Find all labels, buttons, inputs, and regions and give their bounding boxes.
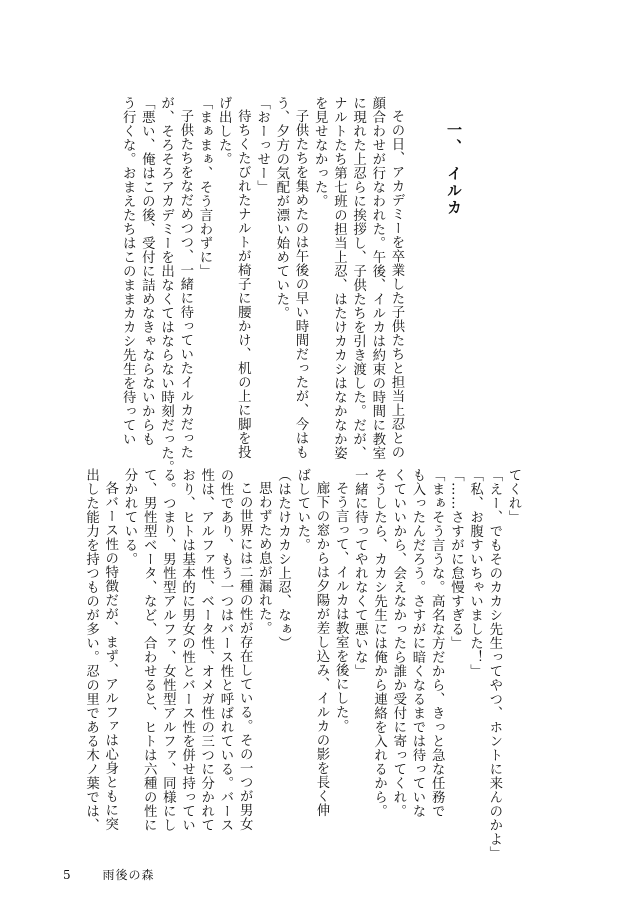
- text-line: げ出した。: [216, 96, 232, 166]
- text-line: 「悪い、俺はこの後、受付に詰めなきゃならないからも: [139, 96, 155, 446]
- text-line: 「えー、でもそのカカシ先生ってやつ、ホントに来んのかよ」: [486, 468, 502, 860]
- text-line: を見せなかった。: [312, 96, 328, 208]
- text-line: 廊下の窓からは夕陽が差し込み、イルカの影を長く伸: [313, 481, 329, 818]
- text-line: 一緒に待ってやれなくて悪いな」: [352, 468, 368, 678]
- text-line: 「まぁそう言うな。高名な方だから、きっと急な任務で: [429, 468, 445, 818]
- text-line: 子供たちをなだめつつ、一緒に待っていたイルカだった: [177, 109, 193, 460]
- book-title: 雨後の森: [102, 868, 155, 882]
- text-line: てくれ」: [506, 468, 521, 524]
- text-line: る。つまり、男性型アルファ、女性型アルファ、同様にし: [160, 468, 176, 832]
- text-line: （はたけカカシ上忍、なぁ）: [275, 468, 291, 650]
- text-line: おり、ヒトは基本的に男女の性とバース性を併せ持ってい: [179, 468, 195, 832]
- text-line: 思わずため息が漏れた。: [256, 481, 272, 636]
- text-line: が、そろそろアカデミーを出なくてはならない時刻だった。: [158, 96, 174, 474]
- text-line: その日、アカデミーを卒業した子供たちと担当上忍との: [389, 109, 404, 460]
- text-line: 子供たちを集めたのは午後の早い時間だったが、今はも: [292, 109, 308, 460]
- text-line: 「……さすがに怠慢すぎる」: [448, 468, 464, 650]
- text-line: て、男性型ベータ、など、合わせると、ヒトは六種の性に: [141, 468, 157, 832]
- text-line: 「まぁまぁ、そう言わずに」: [196, 96, 212, 278]
- text-line: この世界には二種の性が存在している。その一つが男女: [237, 481, 253, 832]
- text-line: そうしたら、カカシ先生には俺から連絡を入れるから。: [371, 468, 387, 818]
- page-number: 5: [63, 868, 72, 882]
- text-line: に現れた上忍らに挨拶し、子供たちを引き渡した。だが、: [350, 96, 366, 460]
- page-footer: [63, 866, 154, 883]
- text-line: う、夕方の気配が漂い始めていた。: [273, 96, 289, 320]
- text-line: 「私、お腹すいちゃいました！」: [467, 468, 483, 678]
- text-line: 待ちくたびれたナルトが椅子に腰かけ、机の上に脚を投: [235, 109, 251, 460]
- text-line: 出した能力を持つものが多い。忍の里である木ノ葉では、: [83, 468, 99, 832]
- lower-text-block: [81, 468, 523, 860]
- text-line: も入ったんだろう。さすがに暗くなるまでは待っていな: [409, 468, 425, 818]
- text-line: ばしていた。: [294, 468, 310, 552]
- text-line: 各バース性の特徴だが、まず、アルファは心身ともに突: [102, 481, 118, 832]
- text-line: そう言って、イルカは教室を後にした。: [333, 481, 349, 734]
- text-line: ナルトたち第七班の担当上忍、はたけカカシはなかなか姿: [331, 96, 347, 460]
- text-line: 「おーっせー」: [254, 96, 270, 194]
- chapter-title: 一、 イルカ: [445, 122, 463, 217]
- text-line: 顔合わせが行なわれた。午後、イルカは約束の時間に教室: [369, 96, 385, 460]
- text-line: 性は、アルファ性、ベータ性、オメガ性の三つに分かれて: [198, 468, 214, 832]
- text-line: う行くな。おまえたちはこのままカカシ先生を待ってい: [120, 96, 136, 446]
- text-line: 分かれている。: [121, 468, 137, 566]
- text-line: の性であり、もう一つはバース性と呼ばれている。バース: [217, 468, 233, 832]
- text-line: くていいから、会えなかったら誰か受付に寄ってくれ。: [390, 468, 406, 818]
- upper-text-block: [118, 96, 406, 474]
